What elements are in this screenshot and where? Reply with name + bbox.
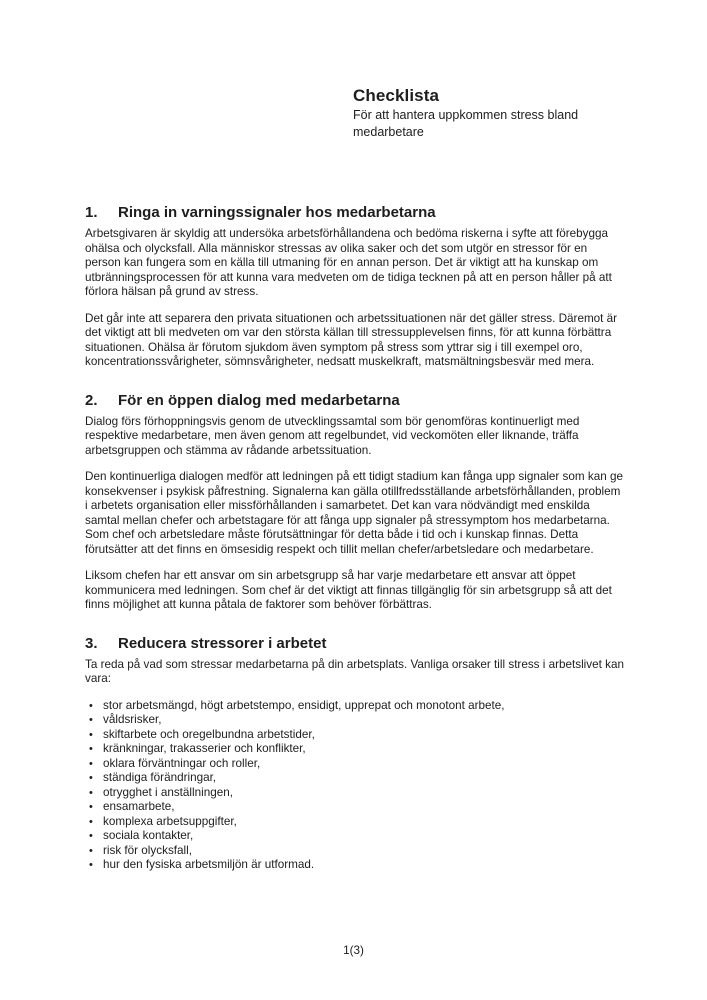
list-item-text: våldsrisker, [103, 713, 162, 726]
section-number: 2. [85, 391, 98, 409]
list-item-text: oklara förväntningar och roller, [103, 756, 261, 770]
list-item-text: hur den fysiska arbetsmiljön är utformad. [103, 858, 315, 871]
list-item [85, 771, 626, 786]
section-title: Reducera stressorer i arbetet [118, 634, 327, 652]
bullet-icon: • [89, 830, 93, 842]
list-item-text: stor arbetsmängd, högt arbetstempo, ensidigt, upprepat och monotont arbete, [103, 698, 505, 712]
list-item-text: sociala kontakter, [103, 829, 194, 842]
bullet-icon: • [89, 844, 93, 857]
section-1 [85, 204, 626, 370]
bullet-icon: • [89, 714, 93, 726]
list-item-text: risk för olycksfall, [103, 843, 192, 857]
list-item-text: kränkningar, trakasserier och konflikter, [103, 742, 306, 755]
list-item [85, 757, 626, 772]
list-item [85, 699, 626, 714]
bullet-icon: • [89, 801, 93, 813]
list-item [85, 786, 626, 801]
paragraph: Liksom chefen har ett ansvar om sin arbetsgrupp så har varje medarbetare ett ansvar att öppet kommunicera med ledningen. Som chef är det viktigt att finnas tillgänglig för sin arbetsgrupp så att det finns möjlighet att kunna påtala de faktorer som behöver förbättras. [85, 569, 612, 611]
paragraph: Dialog förs förhoppningsvis genom de utvecklingssamtal som bör genomföras kontinuerligt med respektive medarbetare, men även genom att regelbundet, vid veckomöten eller liknande, träffa arbetsgruppen och stämma av rådande arbetssituation. [85, 414, 580, 457]
list-item [85, 815, 626, 830]
section-title: För en öppen dialog med medarbetarna [118, 391, 400, 409]
list-item-text: ensamarbete, [103, 800, 175, 813]
list-item [85, 844, 626, 859]
section-1-heading [85, 204, 626, 222]
list-item [85, 800, 626, 815]
list-item [85, 829, 626, 844]
section-2-heading [85, 392, 626, 410]
document-content [85, 204, 626, 873]
bullet-icon: • [89, 772, 93, 784]
list-item-text: komplexa arbetsuppgifter, [103, 814, 237, 828]
bullet-icon: • [89, 815, 93, 828]
paragraph: Ta reda på vad som stressar medarbetarna på din arbetsplats. Vanliga orsaker till stress i arbetslivet kan vara: [85, 657, 624, 685]
paragraph: Det går inte att separera den privata situationen och arbetssituationen när det gäller stress. Däremot är det viktigt att bli medveten om var den största källan till stressupplevelsen finns, för att kunna förbättra situationen. Ohälsa är förutom sjukdom även symptom på stress som yttrar sig i till exempel oro, koncentrationssvårigheter, sömnsvårigheter, nedsatt muskelkraft, matsmältningsbesvär med mera. [85, 311, 618, 368]
list-item-text: ständiga förändringar, [103, 771, 217, 784]
paragraph: Den kontinuerliga dialogen medför att ledningen på ett tidigt stadium kan fånga upp signaler som kan ge konsekvenser i psykisk påfrestning. Signalerna kan gälla otillfredsställande arbetsförhållanden, problem i arbetets organisation eller missförhållanden i samarbetet. Det kan vara nödvändigt med enskilda samtal mellan chefer och arbetstagare för att fånga upp signaler på stressymptom hos medarbetarna. Som chef och arbetsledare måste förutsättningar för detta både i tid och i kunskap finnas. Detta förutsätter att det finns en ömsesidig respekt och tillit mellan chefer/arbetsledare och medarbetare. [85, 470, 623, 556]
section-2 [85, 392, 626, 613]
list-item [85, 858, 626, 873]
document-subtitle: För att hantera uppkommen stress bland medarbetare [353, 108, 579, 139]
bullet-icon: • [89, 859, 93, 871]
document-title: Checklista [353, 86, 440, 105]
list-item-text: otrygghet i anställningen, [103, 785, 233, 799]
bullet-list [85, 699, 626, 873]
page-number: 1(3) [343, 944, 364, 957]
title-block [353, 86, 615, 140]
section-3-heading [85, 635, 626, 653]
bullet-icon: • [89, 743, 93, 755]
list-item-text: skiftarbete och oregelbundna arbetstider, [103, 727, 315, 741]
bullet-icon: • [89, 786, 93, 799]
section-number: 3. [85, 634, 98, 652]
paragraph: Arbetsgivaren är skyldig att undersöka arbetsförhållandena och bedöma riskerna i syfte att förebygga ohälsa och olycksfall. Alla människor stressas av olika saker och det som utgör en stressor för en person kan fungera som en källa till utmaning för en annan person. Det är viktigt att ha kunskap om utbränningsprocessen för att kunna vara medveten om de tidiga tecknen på att en person håller på att förlora hälsan på grund av stress. [85, 227, 612, 298]
list-item [85, 742, 626, 757]
section-number: 1. [85, 204, 98, 221]
bullet-icon: • [89, 757, 93, 770]
section-title: Ringa in varningssignaler hos medarbetarna [118, 204, 436, 221]
list-item [85, 728, 626, 743]
bullet-icon: • [89, 699, 93, 712]
section-3 [85, 635, 626, 873]
bullet-icon: • [89, 728, 93, 741]
list-item [85, 713, 626, 728]
